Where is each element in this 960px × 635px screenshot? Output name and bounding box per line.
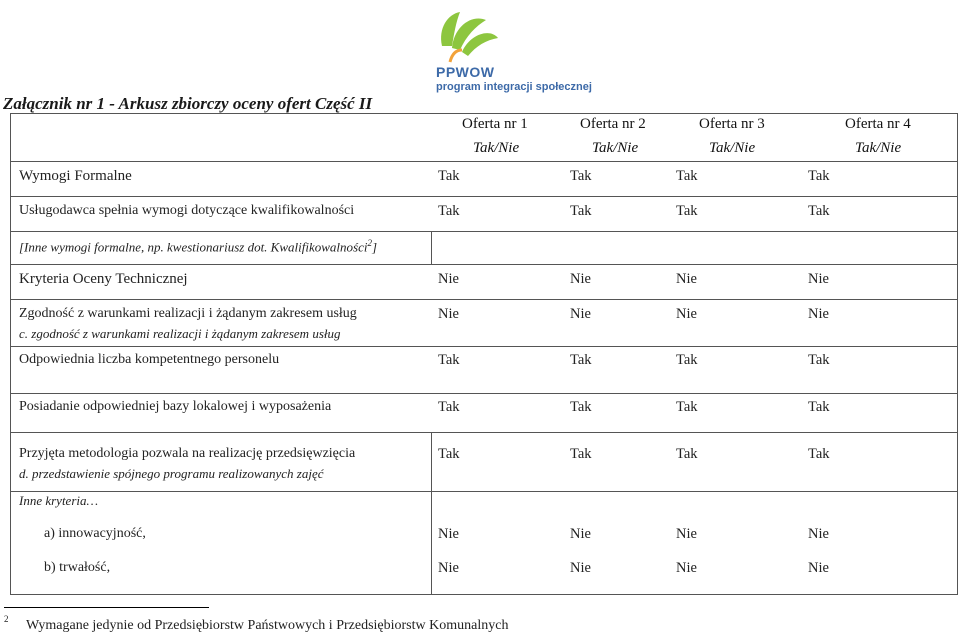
row-divider — [11, 393, 957, 394]
offer-1-header: Oferta nr 1 — [462, 116, 528, 132]
row-base-value: Tak — [570, 399, 592, 415]
row-formal-value: Tak — [808, 168, 830, 184]
row-qualif-value: Tak — [808, 203, 830, 219]
page-title: Załącznik nr 1 - Arkusz zbiorczy oceny ofert Część II — [3, 94, 373, 113]
row-divider — [11, 346, 957, 347]
row-formal-value: Tak — [438, 168, 460, 184]
row-tech-value: Nie — [676, 271, 697, 287]
footnote-number: 2 — [4, 614, 9, 624]
offer-4-header: Oferta nr 4 — [845, 116, 911, 132]
row-compliance-sublabel: c. zgodność z warunkami realizacji i żądanym zakresem usług — [19, 326, 341, 341]
logo-name: PPWOW — [436, 64, 495, 80]
offer-2-sub: Tak/Nie — [592, 140, 639, 156]
row-compliance-value: Nie — [676, 306, 697, 322]
cell-divider — [431, 231, 432, 264]
row-staff-value: Tak — [438, 352, 460, 368]
row-divider — [11, 299, 957, 300]
row-formal-value: Tak — [676, 168, 698, 184]
row-base-value: Tak — [808, 399, 830, 415]
row-divider — [11, 231, 957, 232]
offer-3-header: Oferta nr 3 — [699, 116, 765, 132]
row-method-value: Tak — [676, 446, 698, 462]
row-durab-value: Nie — [570, 560, 591, 576]
row-other-formal-label: [Inne wymogi formalne, np. kwestionariusz dot. Kwalifikowalności$^2$] — [19, 238, 378, 255]
row-staff-label: Odpowiednia liczba kompetentnego personelu — [19, 352, 280, 367]
offer-3-sub: Tak/Nie — [709, 140, 756, 156]
row-tech-value: Nie — [570, 271, 591, 287]
row-tech-label: Kryteria Oceny Technicznej — [19, 271, 188, 287]
row-divider — [11, 196, 957, 197]
row-base-value: Tak — [676, 399, 698, 415]
offer-1-sub: Tak/Nie — [473, 140, 520, 156]
offer-2-header: Oferta nr 2 — [580, 116, 646, 132]
row-method-value: Tak — [438, 446, 460, 462]
row-method-sublabel: d. przedstawienie spójnego programu realizowanych zajęć — [19, 466, 324, 481]
cell-divider — [431, 432, 432, 595]
row-innov-value: Nie — [438, 526, 459, 542]
footnote-separator — [4, 607, 209, 608]
row-durab-value: Nie — [676, 560, 697, 576]
row-tech-value: Nie — [438, 271, 459, 287]
row-base-label: Posiadanie odpowiedniej bazy lokalowej i wyposażenia — [19, 399, 332, 414]
row-method-value: Tak — [570, 446, 592, 462]
row-staff-value: Tak — [570, 352, 592, 368]
footnote-text: Wymagane jedynie od Przedsiębiorstw Państwowych i Przedsiębiorstw Komunalnych — [26, 618, 509, 633]
row-method-value: Tak — [808, 446, 830, 462]
row-divider — [11, 264, 957, 265]
row-divider — [11, 161, 957, 162]
row-compliance-label: Zgodność z warunkami realizacji i żądanym zakresem usług — [19, 306, 357, 321]
row-tech-value: Nie — [808, 271, 829, 287]
row-formal-value: Tak — [570, 168, 592, 184]
row-base-value: Tak — [438, 399, 460, 415]
row-qualif-value: Tak — [438, 203, 460, 219]
row-innov-value: Nie — [570, 526, 591, 542]
offer-4-sub: Tak/Nie — [855, 140, 902, 156]
row-formal-label: Wymogi Formalne — [19, 168, 132, 184]
row-staff-value: Tak — [808, 352, 830, 368]
logo-subtitle: program integracji społecznej — [436, 81, 592, 93]
row-innov-value: Nie — [676, 526, 697, 542]
row-innov-value: Nie — [808, 526, 829, 542]
row-qualif-label: Usługodawca spełnia wymogi dotyczące kwalifikowalności — [19, 203, 355, 218]
row-method-label: Przyjęta metodologia pozwala na realizację przedsięwzięcia — [19, 446, 356, 461]
row-qualif-value: Tak — [676, 203, 698, 219]
row-durab-value: Nie — [808, 560, 829, 576]
row-durab-label: b) trwałość, — [44, 560, 111, 575]
row-compliance-value: Nie — [438, 306, 459, 322]
row-divider — [11, 491, 957, 492]
row-divider — [11, 432, 957, 433]
row-qualif-value: Tak — [570, 203, 592, 219]
row-staff-value: Tak — [676, 352, 698, 368]
row-compliance-value: Nie — [808, 306, 829, 322]
row-durab-value: Nie — [438, 560, 459, 576]
row-other-label: Inne kryteria… — [19, 493, 99, 508]
row-compliance-value: Nie — [570, 306, 591, 322]
row-innov-label: a) innowacyjność, — [44, 526, 146, 541]
